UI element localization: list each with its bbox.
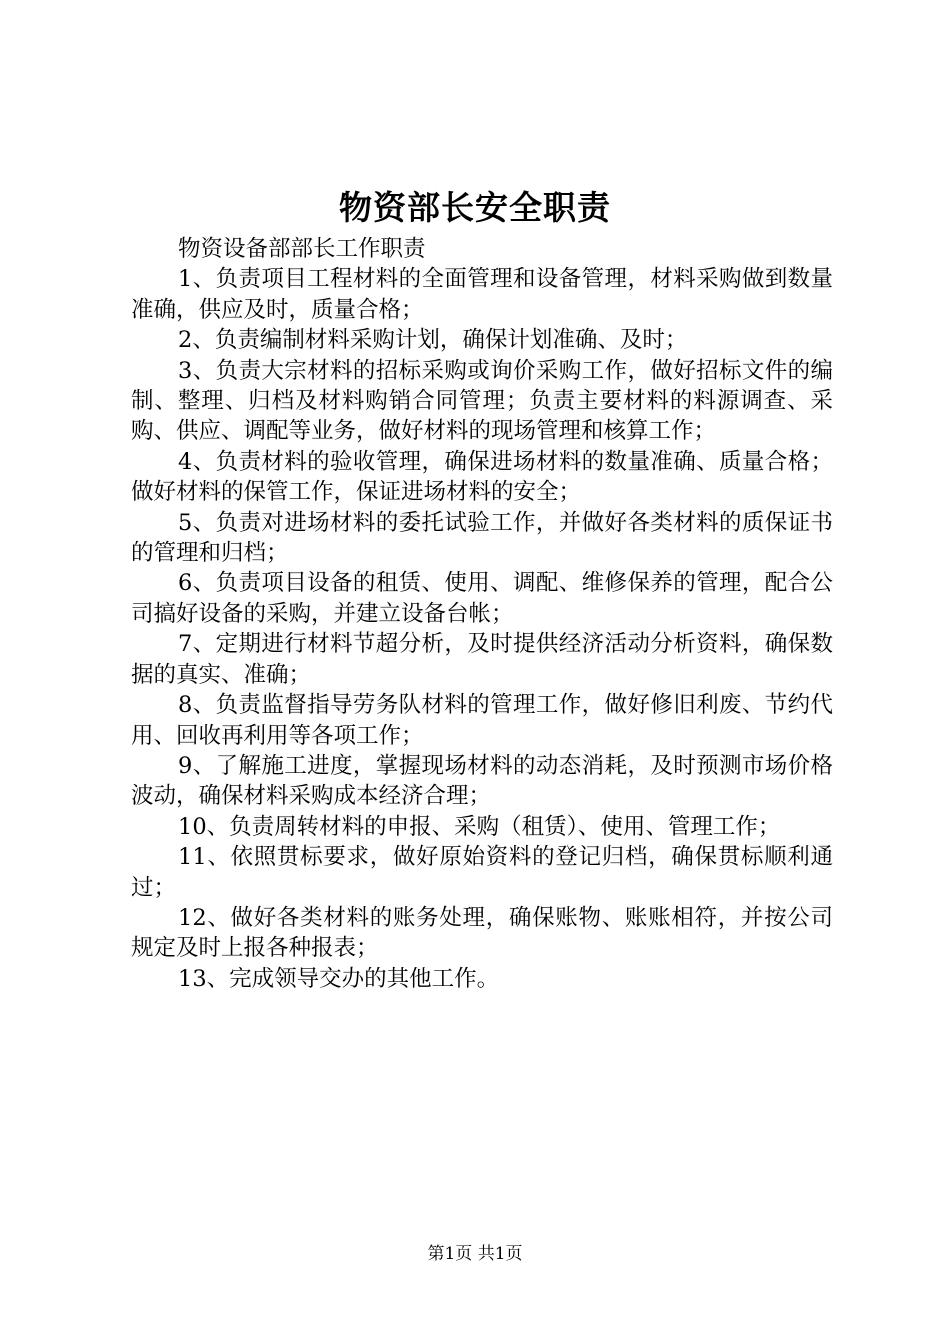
duty-item-6: 6、负责项目设备的租赁、使用、调配、维修保养的管理，配合公司搞好设备的采购，并建立设备台帐； — [131, 570, 833, 627]
duty-item-3: 3、负责大宗材料的招标采购或询价采购工作，做好招标文件的编制、整理、归档及材料购销合同管理；负责主要材料的料源调查、采购、供应、调配等业务，做好材料的现场管理和核算工作； — [131, 357, 833, 445]
duty-item-2: 2、负责编制材料采购计划，确保计划准确、及时； — [178, 327, 688, 354]
duty-item-12: 12、做好各类材料的账务处理，确保账物、账账相符，并按公司规定及时上报各种报表； — [131, 904, 833, 962]
document-subtitle: 物资设备部部长工作职责 — [178, 236, 426, 262]
document-title: 物资部长安全职责 — [339, 188, 611, 227]
duty-item-13: 13、完成领导交办的其他工作。 — [178, 965, 500, 992]
duty-item-7: 7、定期进行材料节超分析，及时提供经济活动分析资料，确保数据的真实、准确； — [131, 631, 833, 688]
duty-item-1: 1、负责项目工程材料的全面管理和设备管理，材料采购做到数量准确，供应及时，质量合格； — [131, 266, 833, 323]
duty-item-5: 5、负责对进场材料的委托试验工作，并做好各类材料的质保证书的管理和归档； — [131, 509, 833, 567]
duty-item-8: 8、负责监督指导劳务队材料的管理工作，做好修旧利废、节约代用、回收再利用等各项工作； — [131, 692, 833, 749]
page-footer: 第1页 共1页 — [427, 1244, 523, 1264]
duty-item-11: 11、依照贯标要求，做好原始资料的登记归档，确保贯标顺利通过； — [131, 844, 833, 901]
document-body — [131, 234, 833, 994]
duty-item-10: 10、负责周转材料的申报、采购（租赁）、使用、管理工作； — [178, 813, 781, 840]
duty-item-9: 9、了解施工进度，掌握现场材料的动态消耗，及时预测市场价格波动，确保材料采购成本经济合理； — [131, 752, 833, 810]
duty-item-4: 4、负责材料的验收管理，确保进场材料的数量准确、质量合格；做好材料的保管工作，保证进场材料的安全； — [131, 448, 833, 506]
